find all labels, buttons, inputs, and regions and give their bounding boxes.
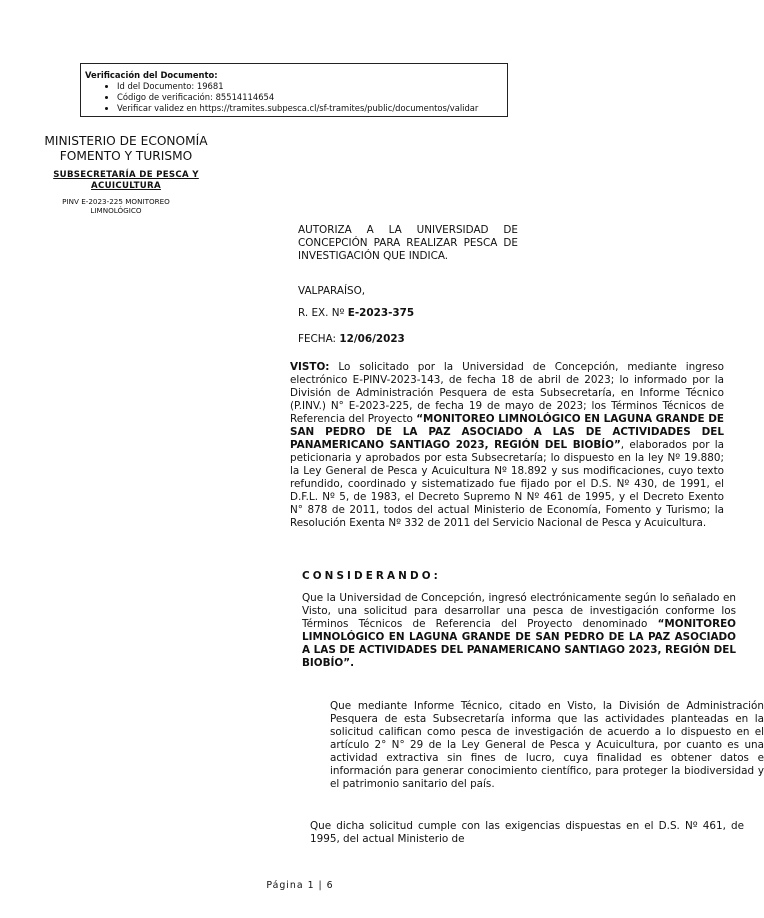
resolution-value: E-2023-375 [347, 307, 415, 319]
visto-project-title: “MONITOREO LIMNOLÓGICO EN LAGUNA GRANDE DE SAN PEDRO DE LA PAZ ASOCIADO A LAS DE ACTIVIDADES DEL PANAMERICANO SANTIAGO 2023, REGIÓN DEL BIOBÍO” [290, 413, 725, 451]
verification-url[interactable]: • Verificar validez en https://tramites.subpesca.cl/sf-tramites/public/documentos/validar [117, 103, 507, 114]
ministry-line-2: FOMENTO Y TURISMO [59, 149, 193, 163]
document-id: • Id del Documento: 19681 [117, 81, 507, 92]
considerando-1-project-title: “MONITOREO LIMNOLÓGICO EN LAGUNA GRANDE DE SAN PEDRO DE LA PAZ ASOCIADO A LAS DE ACTIVIDADES DEL PANAMERICANO SANTIAGO 2023, REGIÓN DEL BIOBÍO”. [302, 618, 736, 669]
date-label: FECHA: [298, 333, 337, 345]
resolution-number [298, 307, 518, 320]
verification-list [85, 81, 507, 114]
considerando-paragraph-3: Que dicha solicitud cumple con las exigencias dispuestas en el D.S. Nº 461, de 1995, del actual Ministerio de [310, 820, 744, 845]
resolution-date [298, 333, 518, 346]
verification-box [80, 63, 508, 117]
considerando-paragraph-2: Que mediante Informe Técnico, citado en Visto, la División de Administración Pesquera de esta Subsecretaría informa que las actividades planteadas en la solicitud califican como pesca de investigación de acuerdo a lo dispuesto en el artículo 2° N° 29 de la Ley General de Pesca y Acuicultura, por cuanto es una actividad extractiva sin fines de lucro, cuya finalidad es obtener datos e información para generar conocimiento científico, para proteger la biodiversidad y el patrimonio sanitario del país. [330, 700, 764, 790]
city: VALPARAÍSO, [298, 285, 366, 297]
verification-code: • Código de verificación: 85514114654 [117, 92, 507, 103]
verification-title: Verificación del Documento: [85, 70, 218, 80]
ministry-line-1: MINISTERIO DE ECONOMÍA [44, 134, 208, 148]
document-reference: PINV E-2023-225 MONITOREO LIMNOLÓGICO [62, 197, 170, 215]
considerando-heading: CONSIDERANDO: [302, 570, 441, 582]
visto-label: VISTO: [290, 361, 330, 373]
visto-text-1: Lo solicitado por la Universidad de Concepción, mediante ingreso electrónico E-PINV-2023-143, de fecha 18 de abril de 2023; lo informado por la División de Administración Pesquera de esta Subsecretaría, en Informe Técnico (P.INV.) N° E-2023-225, de fecha 19 de mayo de 2023; los Términos Técnicos de Referencia del Proyecto [290, 361, 724, 425]
considerando-1-text: Que la Universidad de Concepción, ingresó electrónicamente según lo señalado en Visto, una solicitud para desarrollar una pesca de investigación conforme los Términos Técnicos de Referencia del Proyecto denominado [302, 592, 736, 630]
visto-paragraph [84, 361, 724, 530]
page-number: Página 1 | 6 [266, 880, 334, 891]
date-value: 12/06/2023 [339, 333, 405, 345]
ministry-name [26, 134, 226, 164]
resolution-label: R. EX. Nº [298, 307, 345, 319]
resolution-summary: AUTORIZA A LA UNIVERSIDAD DE CONCEPCIÓN PARA REALIZAR PESCA DE INVESTIGACIÓN QUE INDICA. [298, 224, 518, 262]
subsecretaria-name: SUBSECRETARÍA DE PESCA Y ACUICULTURA [53, 170, 199, 191]
visto-text-2: , elaborados por la peticionaria y aprobados por esta Subsecretaría; lo dispuesto en la ley Nº 19.880; la Ley General de Pesca y Acuicultura Nº 18.892 y sus modificaciones, cuyo texto refundido, coordinado y sistematizado fue fijado por el D.S. Nº 430, de 1991, el D.F.L. Nº 5, de 1983, el Decreto Supremo N Nº 461 de 1995, y el Decreto Exento N° 878 de 2011, todos del actual Ministerio de Economía, Fomento y Turismo; la Resolución Exenta Nº 332 de 2011 del Servicio Nacional de Pesca y Acuicultura. [290, 439, 724, 529]
considerando-paragraph-1 [84, 592, 736, 670]
